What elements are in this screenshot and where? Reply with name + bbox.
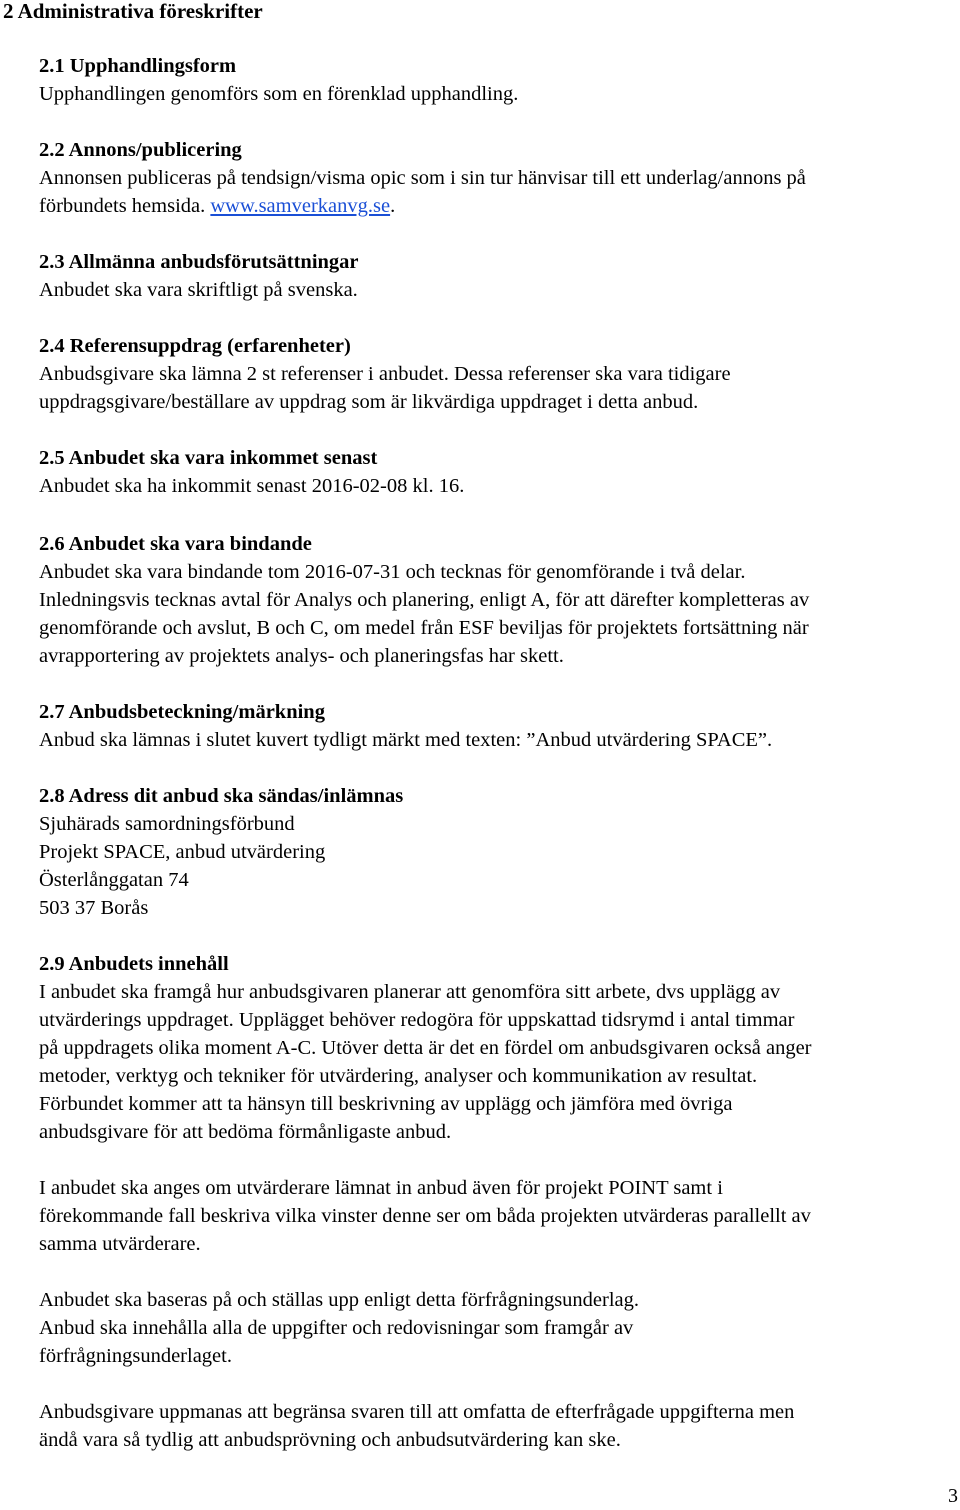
address-line: Österlånggatan 74 — [39, 869, 189, 891]
paragraph-line: förekommande fall beskriva vilka vinster denne ser om båda projekten utvärderas parallellt av — [39, 1205, 811, 1227]
section-heading: 2.3 Allmänna anbudsförutsättningar — [39, 251, 359, 273]
paragraph — [39, 1174, 957, 1258]
section-2-1 — [39, 52, 957, 108]
section-2-8 — [39, 782, 957, 922]
section-text: Annonsen publiceras på tendsign/visma opic som i sin tur hänvisar till ett underlag/annons på — [39, 167, 806, 189]
section-text: Anbudet ska vara bindande tom 2016-07-31 och tecknas för genomförande i två delar. — [39, 561, 746, 583]
paragraph-line: Anbud ska innehålla alla de uppgifter och redovisningar som framgår av — [39, 1317, 634, 1339]
section-text: Anbudsgivare ska lämna 2 st referenser i anbudet. Dessa referenser ska vara tidigare — [39, 363, 731, 385]
paragraph-line: I anbudet ska anges om utvärderare lämnat in anbud även för projekt POINT samt i — [39, 1177, 723, 1199]
text-segment: . — [390, 195, 396, 217]
text-segment: förbundets hemsida. — [39, 195, 211, 217]
paragraph-line: metoder, verktyg och tekniker för utvärdering, analyser och kommunikation av resultat. — [39, 1065, 758, 1087]
address-line: Sjuhärads samordningsförbund — [39, 813, 295, 835]
section-text: avrapportering av projektets analys- och planeringsfas har skett. — [39, 645, 564, 667]
page-number: 3 — [948, 1485, 958, 1507]
section-2-6 — [39, 530, 957, 670]
section-heading: 2.1 Upphandlingsform — [39, 55, 237, 77]
section-text: uppdragsgivare/beställare av uppdrag som är likvärdiga uppdraget i detta anbud. — [39, 391, 699, 413]
website-link[interactable]: www.samverkanvg.se — [210, 195, 391, 217]
paragraph-line: I anbudet ska framgå hur anbudsgivaren planerar att genomföra sitt arbete, dvs upplägg av — [39, 981, 781, 1003]
section-text-with-link — [39, 192, 957, 220]
paragraph-line: Anbudsgivare uppmanas att begränsa svaren till att omfatta de efterfrågade uppgifterna men — [39, 1401, 795, 1423]
section-text: Upphandlingen genomförs som en förenklad upphandling. — [39, 83, 519, 105]
section-text: genomförande och avslut, B och C, om medel från ESF beviljas för projektets fortsättning när — [39, 617, 809, 639]
section-heading: 2.4 Referensuppdrag (erfarenheter) — [39, 335, 351, 357]
address-line: Projekt SPACE, anbud utvärdering — [39, 841, 326, 863]
paragraph — [39, 1398, 957, 1454]
section-heading: 2.9 Anbudets innehåll — [39, 953, 229, 975]
section-2-7 — [39, 698, 957, 754]
section-heading: 2.6 Anbudet ska vara bindande — [39, 533, 312, 555]
paragraph-line: Förbundet kommer att ta hänsyn till beskrivning av upplägg och jämföra med övriga — [39, 1093, 733, 1115]
section-2-3 — [39, 248, 957, 304]
section-heading: 2.5 Anbudet ska vara inkommet senast — [39, 447, 378, 469]
section-2-5 — [39, 444, 957, 500]
section-heading: 2.8 Adress dit anbud ska sändas/inlämnas — [39, 785, 404, 807]
section-text: Anbudet ska ha inkommit senast 2016-02-08 kl. 16. — [39, 475, 465, 497]
address-line: 503 37 Borås — [39, 897, 149, 919]
section-text: Anbudet ska vara skriftligt på svenska. — [39, 279, 358, 301]
paragraph-line: ändå vara så tydlig att anbudsprövning och anbudsutvärdering kan ske. — [39, 1429, 621, 1451]
main-heading: 2 Administrativa föreskrifter — [3, 0, 263, 23]
paragraph-line: samma utvärderare. — [39, 1233, 201, 1255]
section-text: Inledningsvis tecknas avtal för Analys och planering, enligt A, för att därefter kompletteras av — [39, 589, 810, 611]
section-2-4 — [39, 332, 957, 416]
paragraph — [39, 978, 957, 1146]
section-2-2 — [39, 136, 957, 220]
paragraph-line: Anbudet ska baseras på och ställas upp enligt detta förfrågningsunderlag. — [39, 1289, 640, 1311]
paragraph — [39, 1286, 957, 1370]
section-heading: 2.7 Anbudsbeteckning/märkning — [39, 701, 325, 723]
paragraph-line: utvärderings uppdraget. Upplägget behöver redogöra för uppskattad tidsrymd i antal timmar — [39, 1009, 795, 1031]
section-text: Anbud ska lämnas i slutet kuvert tydligt märkt med texten: ”Anbud utvärdering SPACE”. — [39, 729, 773, 751]
section-2-9 — [39, 950, 957, 1454]
paragraph-line: anbudsgivare för att bedöma förmånligaste anbud. — [39, 1121, 452, 1143]
section-heading: 2.2 Annons/publicering — [39, 139, 242, 161]
paragraph-line: på uppdragets olika moment A-C. Utöver detta är det en fördel om anbudsgivaren också anger — [39, 1037, 812, 1059]
paragraph-line: förfrågningsunderlaget. — [39, 1345, 232, 1367]
